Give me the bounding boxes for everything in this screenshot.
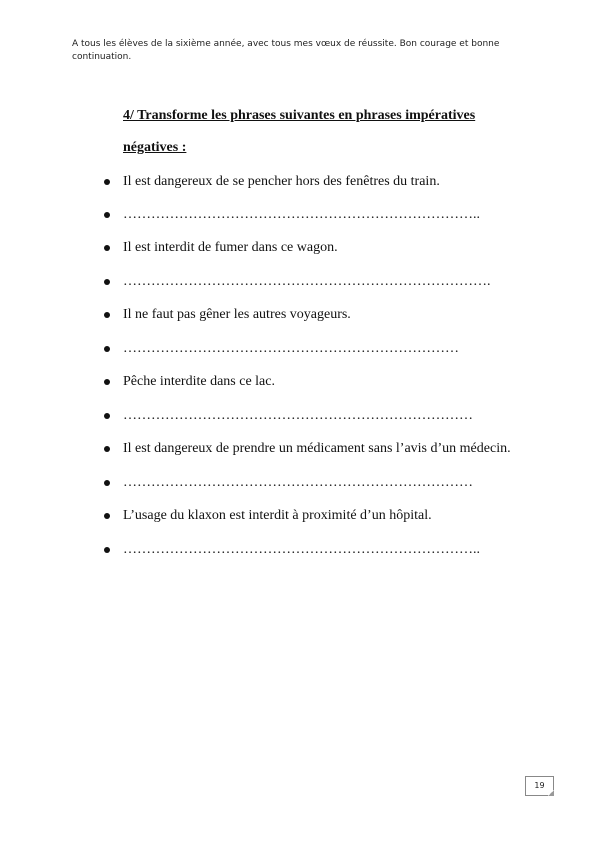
bullet-icon bbox=[104, 346, 110, 352]
bullet-icon bbox=[104, 480, 110, 486]
page-header-dedication: A tous les élèves de la sixième année, avec tous mes vœux de réussite. Bon courage et bonne continuation. bbox=[72, 39, 500, 62]
answer-line[interactable]: ………………………………………………………………… bbox=[123, 408, 473, 423]
sentence-item: Pêche interdite dans ce lac. bbox=[123, 374, 275, 389]
answer-line[interactable]: ………………………………………………………………… bbox=[123, 475, 473, 490]
answer-line[interactable]: ……………………………………………………………………. bbox=[123, 274, 491, 289]
bullet-icon bbox=[104, 413, 110, 419]
bullet-icon bbox=[104, 279, 110, 285]
answer-line[interactable]: ………………………………………………………………….. bbox=[123, 207, 480, 222]
sentence-item: Il ne faut pas gêner les autres voyageurs. bbox=[123, 307, 351, 322]
sentence-item: L’usage du klaxon est interdit à proximité d’un hôpital. bbox=[123, 508, 432, 523]
page-number: 19 bbox=[525, 776, 554, 796]
sentence-item: Il est dangereux de se pencher hors des fenêtres du train. bbox=[123, 174, 440, 189]
bullet-icon bbox=[104, 379, 110, 385]
bullet-icon bbox=[104, 446, 110, 452]
bullet-icon bbox=[104, 547, 110, 553]
bullet-icon bbox=[104, 513, 110, 519]
exercise-title-continued: négatives : bbox=[123, 140, 187, 155]
bullet-icon bbox=[104, 312, 110, 318]
bullet-icon bbox=[104, 179, 110, 185]
sentence-item: Il est dangereux de prendre un médicament sans l’avis d’un médecin. bbox=[123, 441, 511, 456]
bullet-icon bbox=[104, 212, 110, 218]
sentence-item: Il est interdit de fumer dans ce wagon. bbox=[123, 240, 338, 255]
exercise-title: 4/ Transforme les phrases suivantes en phrases impératives bbox=[123, 108, 476, 123]
answer-line[interactable]: ………………………………………………………………….. bbox=[123, 542, 480, 557]
bullet-icon bbox=[104, 245, 110, 251]
answer-line[interactable]: ……………………………………………………………… bbox=[123, 341, 459, 356]
